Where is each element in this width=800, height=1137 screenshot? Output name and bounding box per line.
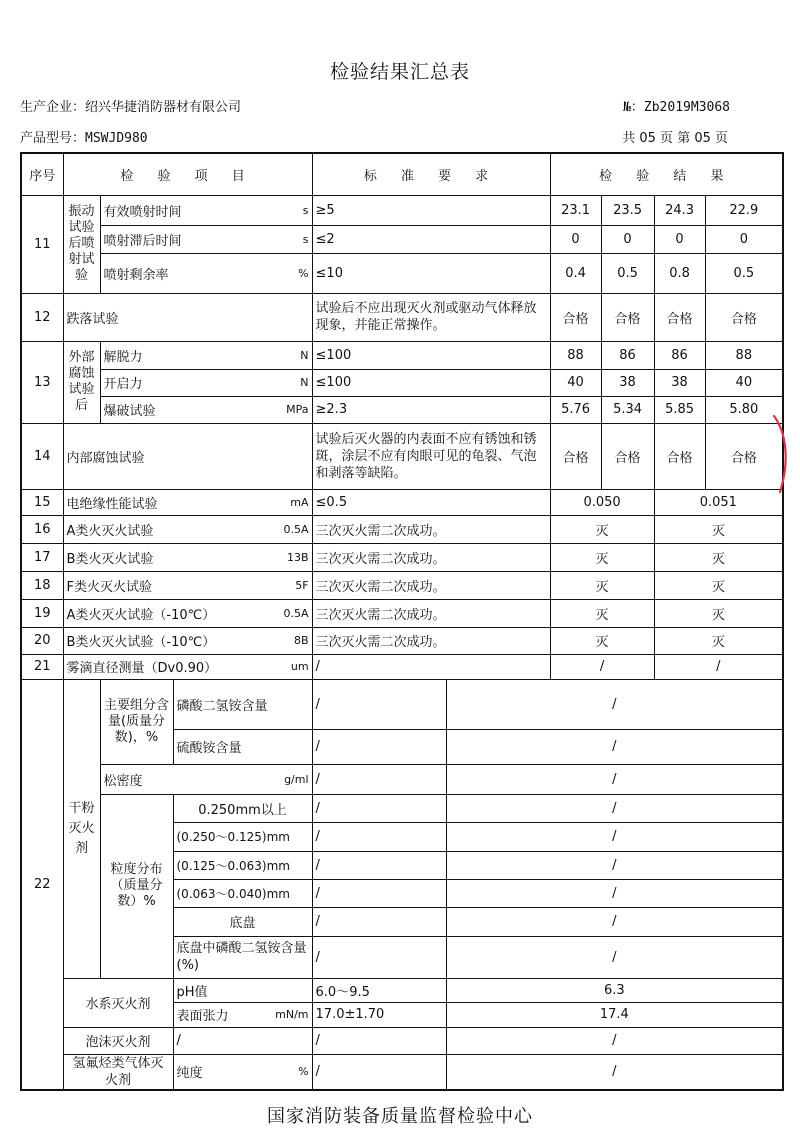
result-value: 40 [550, 369, 601, 396]
company-line [20, 96, 241, 115]
row-20 [21, 627, 783, 654]
report-number: №：Zb2019M3068 [623, 100, 730, 115]
result-value: 88 [550, 341, 601, 369]
item-cell [63, 515, 312, 543]
header-no: 序号 [21, 153, 63, 195]
row-11b [21, 225, 783, 253]
foam-agent-label: 泡沫灭火剂 [63, 1027, 173, 1054]
row-18 [21, 571, 783, 599]
particle-size-4: (0.063～0.040)mm [173, 879, 312, 907]
result-value: 0 [550, 225, 601, 253]
result-value: / [446, 907, 783, 936]
result-value: 灭 [654, 515, 783, 543]
requirement: ≤100 [312, 341, 550, 369]
row-17 [21, 543, 783, 571]
row-no: 16 [21, 515, 63, 543]
ph-label: pH值 [173, 978, 312, 1002]
model-line [20, 127, 148, 146]
item-cell [100, 396, 312, 423]
row-no: 19 [21, 599, 63, 627]
composition-2: 硫酸铵含量 [173, 729, 312, 764]
row-13a [21, 341, 783, 369]
result-value: 5.34 [601, 396, 654, 423]
composition-1: 磷酸二氢铵含量 [173, 679, 312, 729]
item-name: 开启力 [103, 377, 143, 392]
requirement: 三次灭火需二次成功。 [312, 515, 550, 543]
result-value: / [446, 879, 783, 907]
unit: mA [290, 495, 309, 509]
row-no: 17 [21, 543, 63, 571]
result-value: 灭 [550, 599, 654, 627]
result-value: 0 [705, 225, 783, 253]
document-title: 检验结果汇总表 [329, 61, 470, 83]
unit: N [300, 376, 309, 389]
unit: N [300, 348, 309, 362]
item-cell [100, 369, 312, 396]
unit: um [290, 660, 309, 673]
result-value: 0.050 [550, 489, 654, 515]
water-agent-label: 水系灭火剂 [63, 978, 173, 1027]
requirement: ≤100 [312, 369, 550, 396]
item-name: A类火灭火试验（-10℃） [66, 607, 216, 623]
row-no: 22 [21, 679, 63, 1090]
result-value: 合格 [654, 293, 705, 341]
ph-requirement: 6.0～9.5 [312, 978, 446, 1002]
item-name: B类火灭火试验（-10℃） [66, 635, 216, 650]
result-value: / [446, 936, 783, 978]
item-name: F类火灭火试验 [66, 579, 152, 595]
unit: MPa [286, 403, 309, 416]
item-cell [173, 1054, 312, 1090]
requirement: 三次灭火需二次成功。 [312, 543, 550, 571]
row-22-p1 [21, 794, 783, 822]
item-name: 爆破试验 [103, 404, 156, 419]
result-value: 灭 [654, 627, 783, 654]
result-value: / [550, 654, 654, 679]
company-name: 绍兴华捷消防器材有限公司 [85, 100, 242, 115]
result-value: 23.5 [601, 195, 654, 225]
st-result: 17.4 [446, 1002, 783, 1027]
requirement: 三次灭火需二次成功。 [312, 571, 550, 599]
result-value: 0 [654, 225, 705, 253]
group-label: 外部腐蚀试验后 [63, 341, 100, 423]
row-14 [21, 423, 783, 489]
row-22-comp1 [21, 679, 783, 729]
row-no: 20 [21, 627, 63, 654]
header-item: 检 验 项 目 [63, 153, 312, 195]
item-cell [100, 253, 312, 293]
result-value: 40 [705, 369, 783, 396]
item-cell [63, 571, 312, 599]
result-value: 合格 [601, 423, 654, 489]
item-cell [63, 627, 312, 654]
dry-powder-label: 干粉灭火剂 [63, 679, 100, 978]
ph-result: 6.3 [446, 978, 783, 1002]
unit: 0.5A [283, 522, 309, 536]
row-11a [21, 195, 783, 225]
requirement: / [312, 1054, 446, 1090]
result-value: 24.3 [654, 195, 705, 225]
particle-size-5: 底盘 [173, 907, 312, 936]
item-cell [63, 489, 312, 515]
unit: s [302, 232, 309, 246]
particle-size-3: (0.125～0.063)mm [173, 851, 312, 879]
requirement: / [312, 822, 446, 851]
result-value: 23.1 [550, 195, 601, 225]
result-value: 合格 [705, 423, 783, 489]
result-value: 合格 [550, 423, 601, 489]
item-name: / [173, 1027, 312, 1054]
result-value: / [654, 654, 783, 679]
result-value: / [446, 794, 783, 822]
result-value: / [446, 679, 783, 729]
page-count: 共 05 页 第 05 页 [622, 131, 728, 146]
row-22-foam [21, 1027, 783, 1054]
result-value: 86 [601, 341, 654, 369]
item-name: 雾滴直径测量（Dv0.90） [66, 661, 218, 676]
result-value: 38 [601, 369, 654, 396]
row-19 [21, 599, 783, 627]
result-value: 0.5 [705, 253, 783, 293]
requirement: / [312, 729, 446, 764]
particle-size-1: 0.250mm以上 [173, 794, 312, 822]
unit: s [302, 203, 309, 217]
result-value: / [446, 729, 783, 764]
item-name: 松密度 [103, 773, 143, 789]
row-no: 15 [21, 489, 63, 515]
row-no: 21 [21, 654, 63, 679]
result-value: 0 [601, 225, 654, 253]
requirement: / [312, 907, 446, 936]
item-name: 表面张力 [176, 1009, 229, 1024]
result-value: 合格 [601, 293, 654, 341]
result-value: 5.76 [550, 396, 601, 423]
result-value: / [446, 1027, 783, 1054]
result-value: 5.85 [654, 396, 705, 423]
requirement: 三次灭火需二次成功。 [312, 627, 550, 654]
row-22-bulk [21, 764, 783, 794]
row-no: 12 [21, 293, 63, 341]
requirement: / [312, 1027, 446, 1054]
result-value: 5.80 [705, 396, 783, 423]
requirement: / [312, 936, 446, 978]
particle-size-6: 底盘中磷酸二氢铵含量(%) [173, 936, 312, 978]
item-cell [100, 225, 312, 253]
requirement: ≤0.5 [312, 489, 550, 515]
result-value: 0.5 [601, 253, 654, 293]
requirement: / [312, 851, 446, 879]
result-value: / [446, 822, 783, 851]
result-value: 0.8 [654, 253, 705, 293]
item-cell [100, 195, 312, 225]
halocarbon-agent-label: 氢氟烃类气体灭火剂 [63, 1054, 173, 1090]
red-pen-mark [768, 412, 798, 498]
unit: mN/m [275, 1008, 309, 1021]
particle-size-label: 粒度分布（质量分数）% [100, 794, 173, 978]
item-name: 纯度 [176, 1066, 203, 1082]
composition-label: 主要组分含量(质量分数)，% [100, 679, 173, 764]
result-value: 86 [654, 341, 705, 369]
requirement: ≤2 [312, 225, 550, 253]
result-value: 0.4 [550, 253, 601, 293]
result-value: 合格 [705, 293, 783, 341]
requirement: 三次灭火需二次成功。 [312, 599, 550, 627]
unit: g/ml [284, 772, 309, 786]
row-no: 14 [21, 423, 63, 489]
result-value: / [446, 851, 783, 879]
unit: % [298, 266, 309, 280]
row-no: 11 [21, 195, 63, 293]
results-table [20, 152, 784, 1091]
requirement: / [312, 879, 446, 907]
requirement: ≤10 [312, 253, 550, 293]
row-no: 18 [21, 571, 63, 599]
header-requirement: 标 准 要 求 [312, 153, 550, 195]
st-requirement: 17.0±1.70 [312, 1002, 446, 1027]
group-label: 振动试验后喷射试验 [63, 195, 100, 293]
unit: 0.5A [283, 606, 309, 620]
header-row [21, 153, 783, 195]
requirement: 试验后不应出现灭火剂或驱动气体释放现象，并能正常操作。 [312, 293, 550, 341]
requirement: ≥5 [312, 195, 550, 225]
item-name: 解脱力 [103, 349, 143, 365]
requirement: ≥2.3 [312, 396, 550, 423]
result-value: 灭 [654, 599, 783, 627]
result-value: 灭 [550, 627, 654, 654]
result-value: 灭 [550, 515, 654, 543]
item-name: 喷射剩余率 [103, 267, 169, 283]
item-cell [100, 764, 312, 794]
item-cell [173, 1002, 312, 1027]
item-name: 有效喷射时间 [103, 204, 182, 220]
result-value: / [446, 1054, 783, 1090]
requirement: 试验后灭火器的内表面不应有锈蚀和锈斑，涂层不应有肉眼可见的龟裂、气泡和剥落等缺陷。 [312, 423, 550, 489]
particle-size-2: (0.250～0.125)mm [173, 822, 312, 851]
row-22-halo [21, 1054, 783, 1090]
row-21 [21, 654, 783, 679]
result-value: / [446, 764, 783, 794]
item-name: 内部腐蚀试验 [63, 423, 312, 489]
item-cell [63, 543, 312, 571]
requirement: / [312, 764, 446, 794]
row-13b [21, 369, 783, 396]
item-cell [100, 341, 312, 369]
item-name: B类火灭火试验 [66, 551, 154, 567]
company-label: 生产企业： [20, 100, 86, 115]
unit: % [298, 1065, 309, 1079]
result-value: 38 [654, 369, 705, 396]
result-value: 0.051 [654, 489, 783, 515]
result-value: 灭 [550, 571, 654, 599]
item-cell [63, 654, 312, 679]
result-value: 灭 [654, 543, 783, 571]
item-cell [63, 599, 312, 627]
model-label: 产品型号： [20, 131, 86, 146]
issuer-footer: 国家消防装备质量监督检验中心 [267, 1106, 533, 1127]
result-value: 合格 [550, 293, 601, 341]
result-value: 灭 [550, 543, 654, 571]
unit: 13B [286, 550, 309, 564]
requirement: / [312, 654, 550, 679]
row-no: 13 [21, 341, 63, 423]
requirement: / [312, 794, 446, 822]
result-value: 合格 [654, 423, 705, 489]
item-name: 跌落试验 [63, 293, 312, 341]
row-13c [21, 396, 783, 423]
row-22-ph [21, 978, 783, 1002]
item-name: 电绝缘性能试验 [66, 496, 158, 512]
requirement: / [312, 679, 446, 729]
model-value: MSWJD980 [85, 131, 148, 146]
result-value: 22.9 [705, 195, 783, 225]
item-name: 喷射滞后时间 [103, 233, 182, 249]
result-value: 灭 [654, 571, 783, 599]
row-12 [21, 293, 783, 341]
unit: 8B [293, 634, 309, 647]
header-result: 检 验 结 果 [550, 153, 783, 195]
row-11c [21, 253, 783, 293]
unit: 5F [295, 578, 309, 592]
row-16 [21, 515, 783, 543]
item-name: A类火灭火试验 [66, 523, 154, 539]
row-15 [21, 489, 783, 515]
result-value: 88 [705, 341, 783, 369]
